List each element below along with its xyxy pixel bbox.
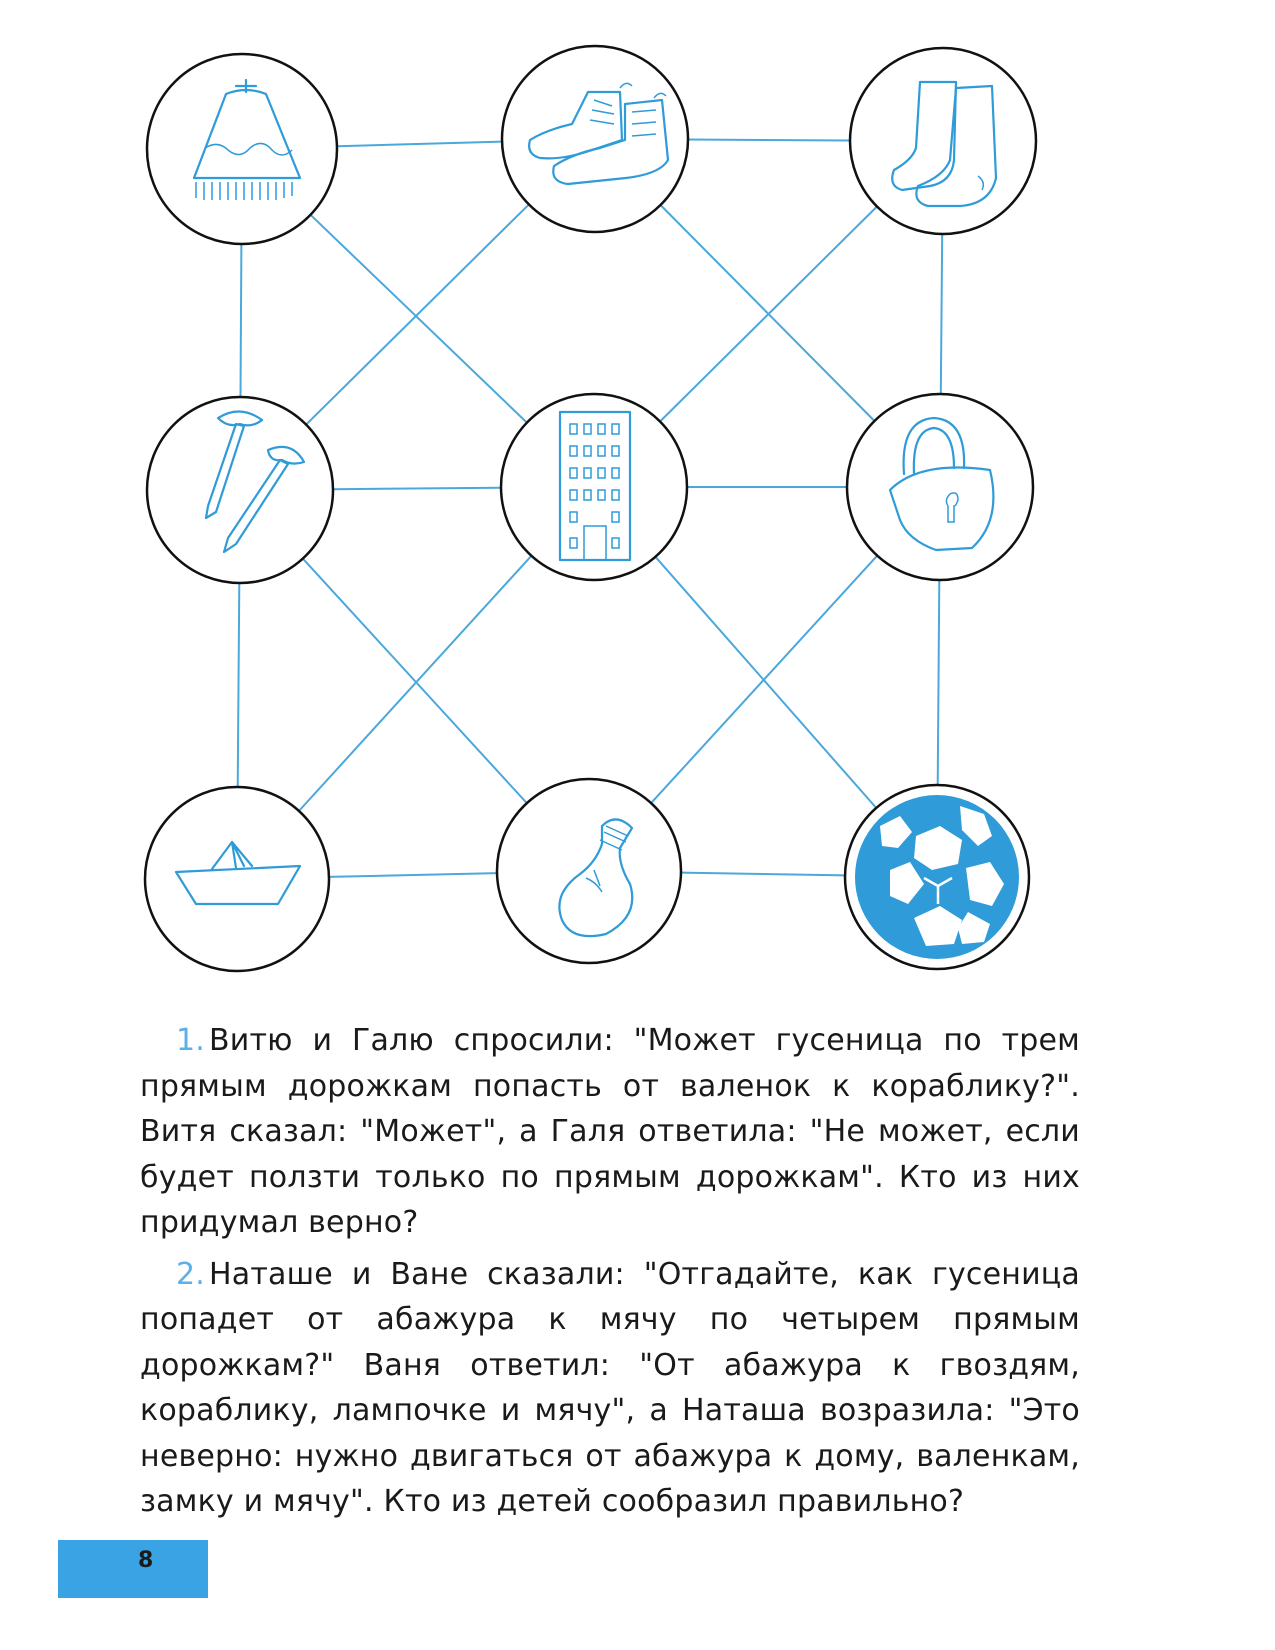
problem-number: 1.	[176, 1023, 206, 1058]
node-house	[501, 394, 687, 580]
problem-number: 2.	[176, 1256, 206, 1292]
node-nails	[147, 397, 333, 583]
node-boots	[502, 46, 688, 232]
path-lampshade-house	[311, 215, 527, 423]
path-boat-bulb	[329, 873, 497, 877]
node-lock	[847, 394, 1033, 580]
problems	[140, 1018, 1080, 1531]
path-lampshade-nails	[241, 244, 242, 397]
path-nails-boat	[238, 583, 240, 787]
path-boots-valenki	[688, 140, 850, 141]
node-bulb	[497, 779, 681, 963]
path-nails-bulb	[303, 559, 527, 804]
node-ball	[845, 785, 1029, 969]
node-boat	[145, 787, 329, 971]
problem-1	[140, 1018, 1080, 1246]
path-valenki-lock	[941, 234, 942, 394]
path-lock-ball	[938, 580, 940, 785]
problem-text: Наташе и Ване сказали: "Отгадайте, как гусеница попадет от абажура к мячу по четырем прямым дорожкам?" Ваня ответил: "От абажура к гвоздям, кораблику, лампочке и мячу", а Наташа возразила: "Это неверно: нужно двигаться от абажура к дому, валенкам, замку и мячу". Кто из детей сообразил правильно?	[140, 1256, 1080, 1519]
soccer-ball-icon	[855, 795, 1019, 959]
path-bulb-lock	[651, 556, 877, 804]
page-number-tab	[58, 1540, 208, 1598]
path-nails-house	[333, 488, 501, 489]
problem-text: Витю и Галю спросили: "Может гусеница по трем прямым дорожкам попасть от валенок к кораблику?". Витя сказал: "Может", а Галя ответила: "Не может, если будет ползти только по прямым дорожкам". Кто из них придумал верно?	[140, 1023, 1080, 1240]
node-lampshade	[147, 54, 337, 244]
path-bulb-ball	[681, 873, 845, 876]
path-boat-house	[299, 556, 532, 811]
page-number: 8	[138, 1548, 154, 1573]
problem-2	[140, 1252, 1080, 1525]
node-valenki	[850, 48, 1036, 234]
path-lampshade-boots	[337, 142, 502, 147]
